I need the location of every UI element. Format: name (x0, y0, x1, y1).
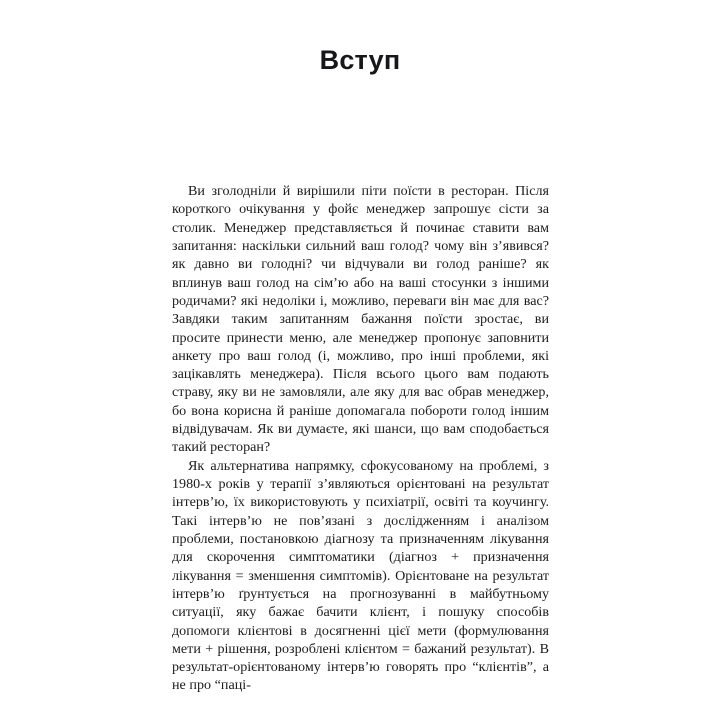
body-paragraph: Ви зголодніли й вирішили піти поїсти в ресторан. Після короткого очікування у фойє менеджер запрошує сісти за столик. Менеджер представляється й починає ставити вам запитання: наскільки сильний ваш голод? чому він з’явився? як давно ви голодні? чи відчували ви голод раніше? як вплинув ваш голод на сім’ю або на ваші стосунки з іншими родичами? які недоліки і, можливо, переваги він має для вас? Завдяки таким запитанням бажання поїсти зростає, ви просите принести меню, але менеджер пропонує заповнити анкету про ваш голод (і, можливо, про інші проблеми, які зацікавлять менеджера). Після всього цього вам подають страву, яку ви не замовляли, але яку для вас обрав менеджер, бо вона корисна й раніше допомагала побороти голод іншим відвідувачам. Як ви думаєте, які шанси, що вам сподобається такий ресторан? (172, 183, 549, 456)
body-paragraph: Як альтернатива напрямку, сфокусованому на проблемі, з 1980-х років у терапії з’являються орієнтовані на результат інтерв’ю, їх використовують у психіатрії, освіті та коучингу. Такі інтерв’ю не пов’язані з дослідженням і аналізом проблеми, постановкою діагнозу та призначенням лікування для скорочення симптоматики (діагноз + призначення лікування = зменшення симптомів). Орієнтоване на результат інтерв’ю ґрунтується на прогнозуванні в майбутньому ситуації, яку бажає бачити клієнт, і пошуку способів допомоги клієнтові в досягненні цієї мети (формулювання мети + рішення, розроблені клієнтом = бажаний результат). В результат-орієнтованому інтерв’ю говорять про “клієнтів”, а не про “паці- (172, 457, 549, 694)
page-title: Вступ (319, 45, 401, 76)
body-text-block (172, 182, 549, 695)
